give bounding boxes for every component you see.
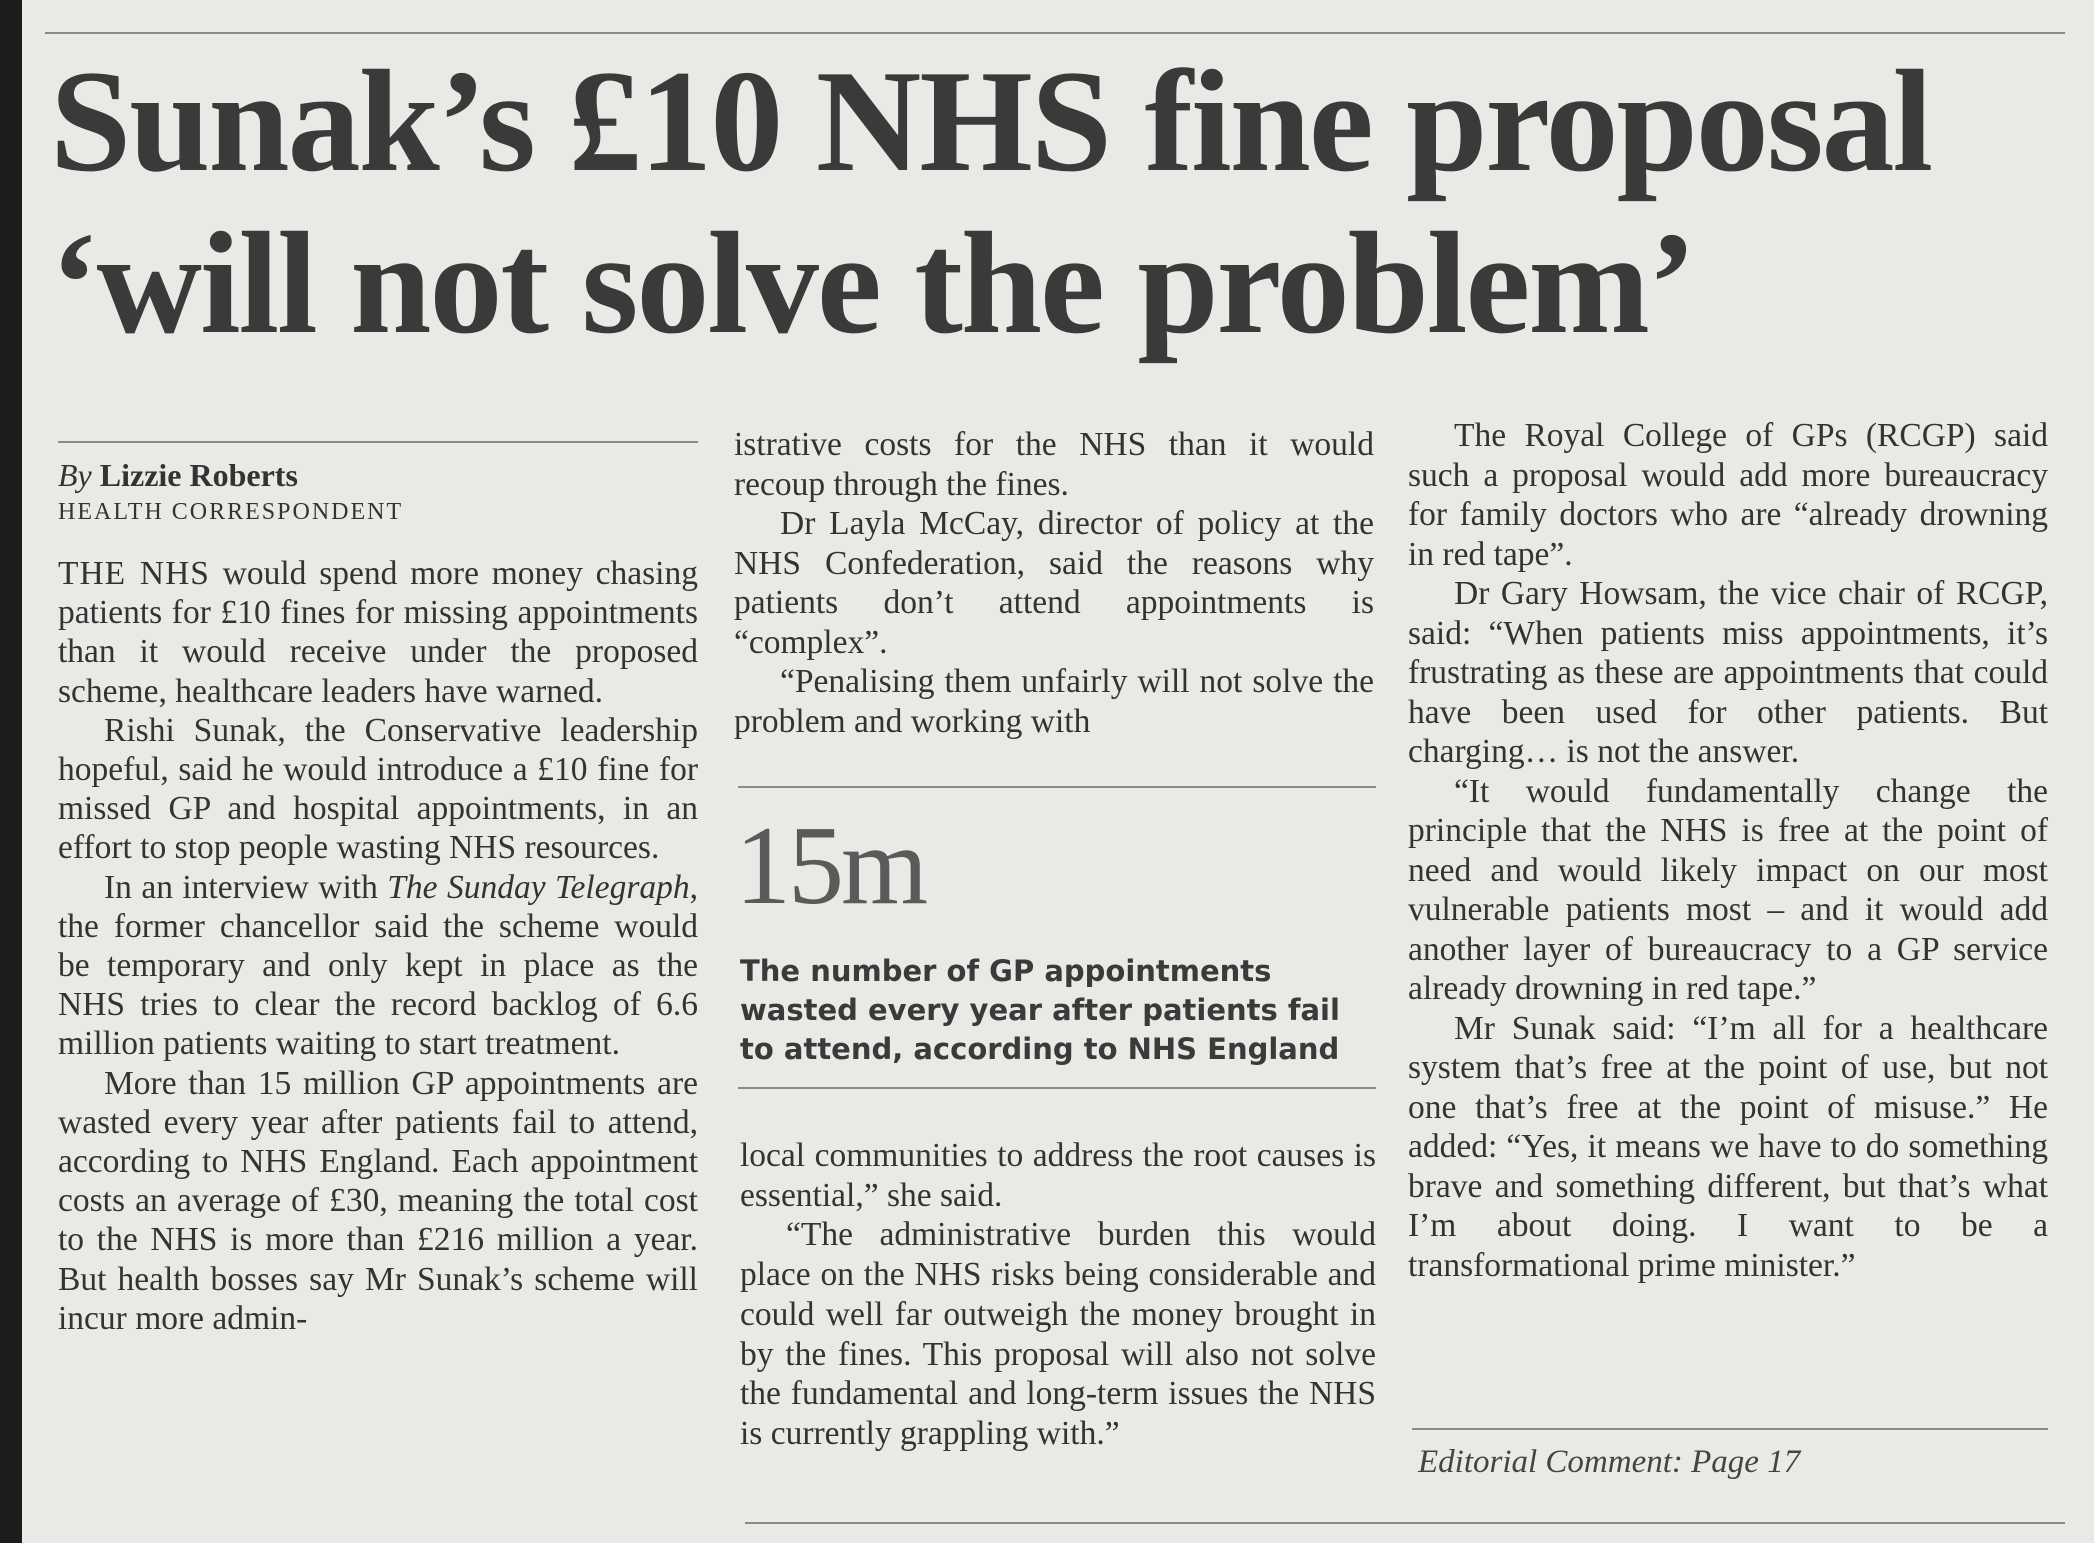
column-2-bottom	[740, 1136, 1376, 1454]
author-name: Lizzie Roberts	[99, 457, 298, 493]
author-role: HEALTH CORRESPONDENT	[58, 499, 404, 525]
byline-rule	[58, 441, 698, 443]
publication-name: The Sunday Telegraph	[387, 868, 690, 906]
paragraph: THE NHS would spend more money chasing patients for £10 fines for missing appointments than it would receive under the proposed scheme, healthcare leaders have warned.	[58, 555, 698, 710]
paragraph: “It would fundamentally change the principle that the NHS is free at the point of need and would likely impact on our most vulnerable patients most – and it would add another layer of bureaucracy to a GP service already drowning in red tape.”	[1408, 772, 2048, 1007]
pullquote-caption: The number of GP appointments wasted every year after patients fail to attend, according to NHS England	[740, 954, 1340, 1066]
pullquote-number: 15m	[735, 804, 926, 928]
column-2-top	[734, 425, 1374, 741]
pullquote-rule-top	[738, 786, 1376, 788]
column-1	[58, 554, 698, 1338]
headline	[50, 40, 2050, 364]
bottom-rule	[745, 1522, 2065, 1524]
byline-block	[58, 455, 698, 529]
headline-line-2: ‘will not solve the problem’	[50, 202, 1695, 364]
editorial-comment: Editorial Comment: Page 17	[1418, 1444, 1801, 1480]
byline-by: By	[58, 457, 92, 493]
paragraph: Dr Layla McCay, director of policy at the NHS Confederation, said the reasons why patients don’t attend appointments is “complex”.	[734, 505, 1374, 661]
byline	[58, 455, 698, 495]
pullquote-rule-bottom	[738, 1087, 1376, 1089]
paragraph: More than 15 million GP appointments are wasted every year after patients fail to attend, according to NHS England. Each appointment costs an average of £30, meaning the total cost to the NHS is more than £216 million a year. But health bosses say Mr Sunak’s scheme will incur more admin-	[58, 1064, 698, 1337]
top-rule	[45, 32, 2065, 34]
column-3	[1408, 416, 2048, 1285]
paragraph: “The administrative burden this would place on the NHS risks being considerable and could well far outweigh the money brought in by the fines. This proposal will also not solve the fundamental and long-term issues the NHS is currently grappling with.”	[740, 1216, 1376, 1452]
paragraph: The Royal College of GPs (RCGP) said such a proposal would add more bureaucracy for family doctors who are “already drowning in red tape”.	[1408, 417, 2048, 573]
lead-in: THE NHS	[58, 555, 210, 592]
paragraph: istrative costs for the NHS than it would recoup through the fines.	[734, 426, 1374, 503]
paragraph: “Penalising them unfairly will not solve the problem and working with	[734, 663, 1374, 740]
paragraph: Rishi Sunak, the Conservative leadership hopeful, said he would introduce a £10 fine for missed GP and hospital appointments, in an effort to stop people wasting NHS resources.	[58, 711, 698, 867]
editorial-rule	[1412, 1428, 2048, 1430]
scan-edge-shadow	[0, 0, 22, 1543]
paragraph: local communities to address the root causes is essential,” she said.	[740, 1137, 1376, 1214]
paragraph: Mr Sunak said: “I’m all for a healthcare system that’s free at the point of use, but not one that’s free at the point of misuse.” He added: “Yes, it means we have to do something brave and something different, but that’s what I’m about doing. I want to be a transformational prime minister.”	[1408, 1009, 2048, 1284]
headline-line-1: Sunak’s £10 NHS fine proposal	[50, 40, 1932, 202]
paragraph: In an interview with The Sunday Telegraph, the former chancellor said the scheme would be temporary and only kept in place as the NHS tries to clear the record backlog of 6.6 million patients waiting to start treatment.	[58, 868, 699, 1063]
paragraph: Dr Gary Howsam, the vice chair of RCGP, said: “When patients miss appointments, it’s frustrating as these are appointments that could have been used for other patients. But charging… is not the answer.	[1408, 575, 2048, 770]
